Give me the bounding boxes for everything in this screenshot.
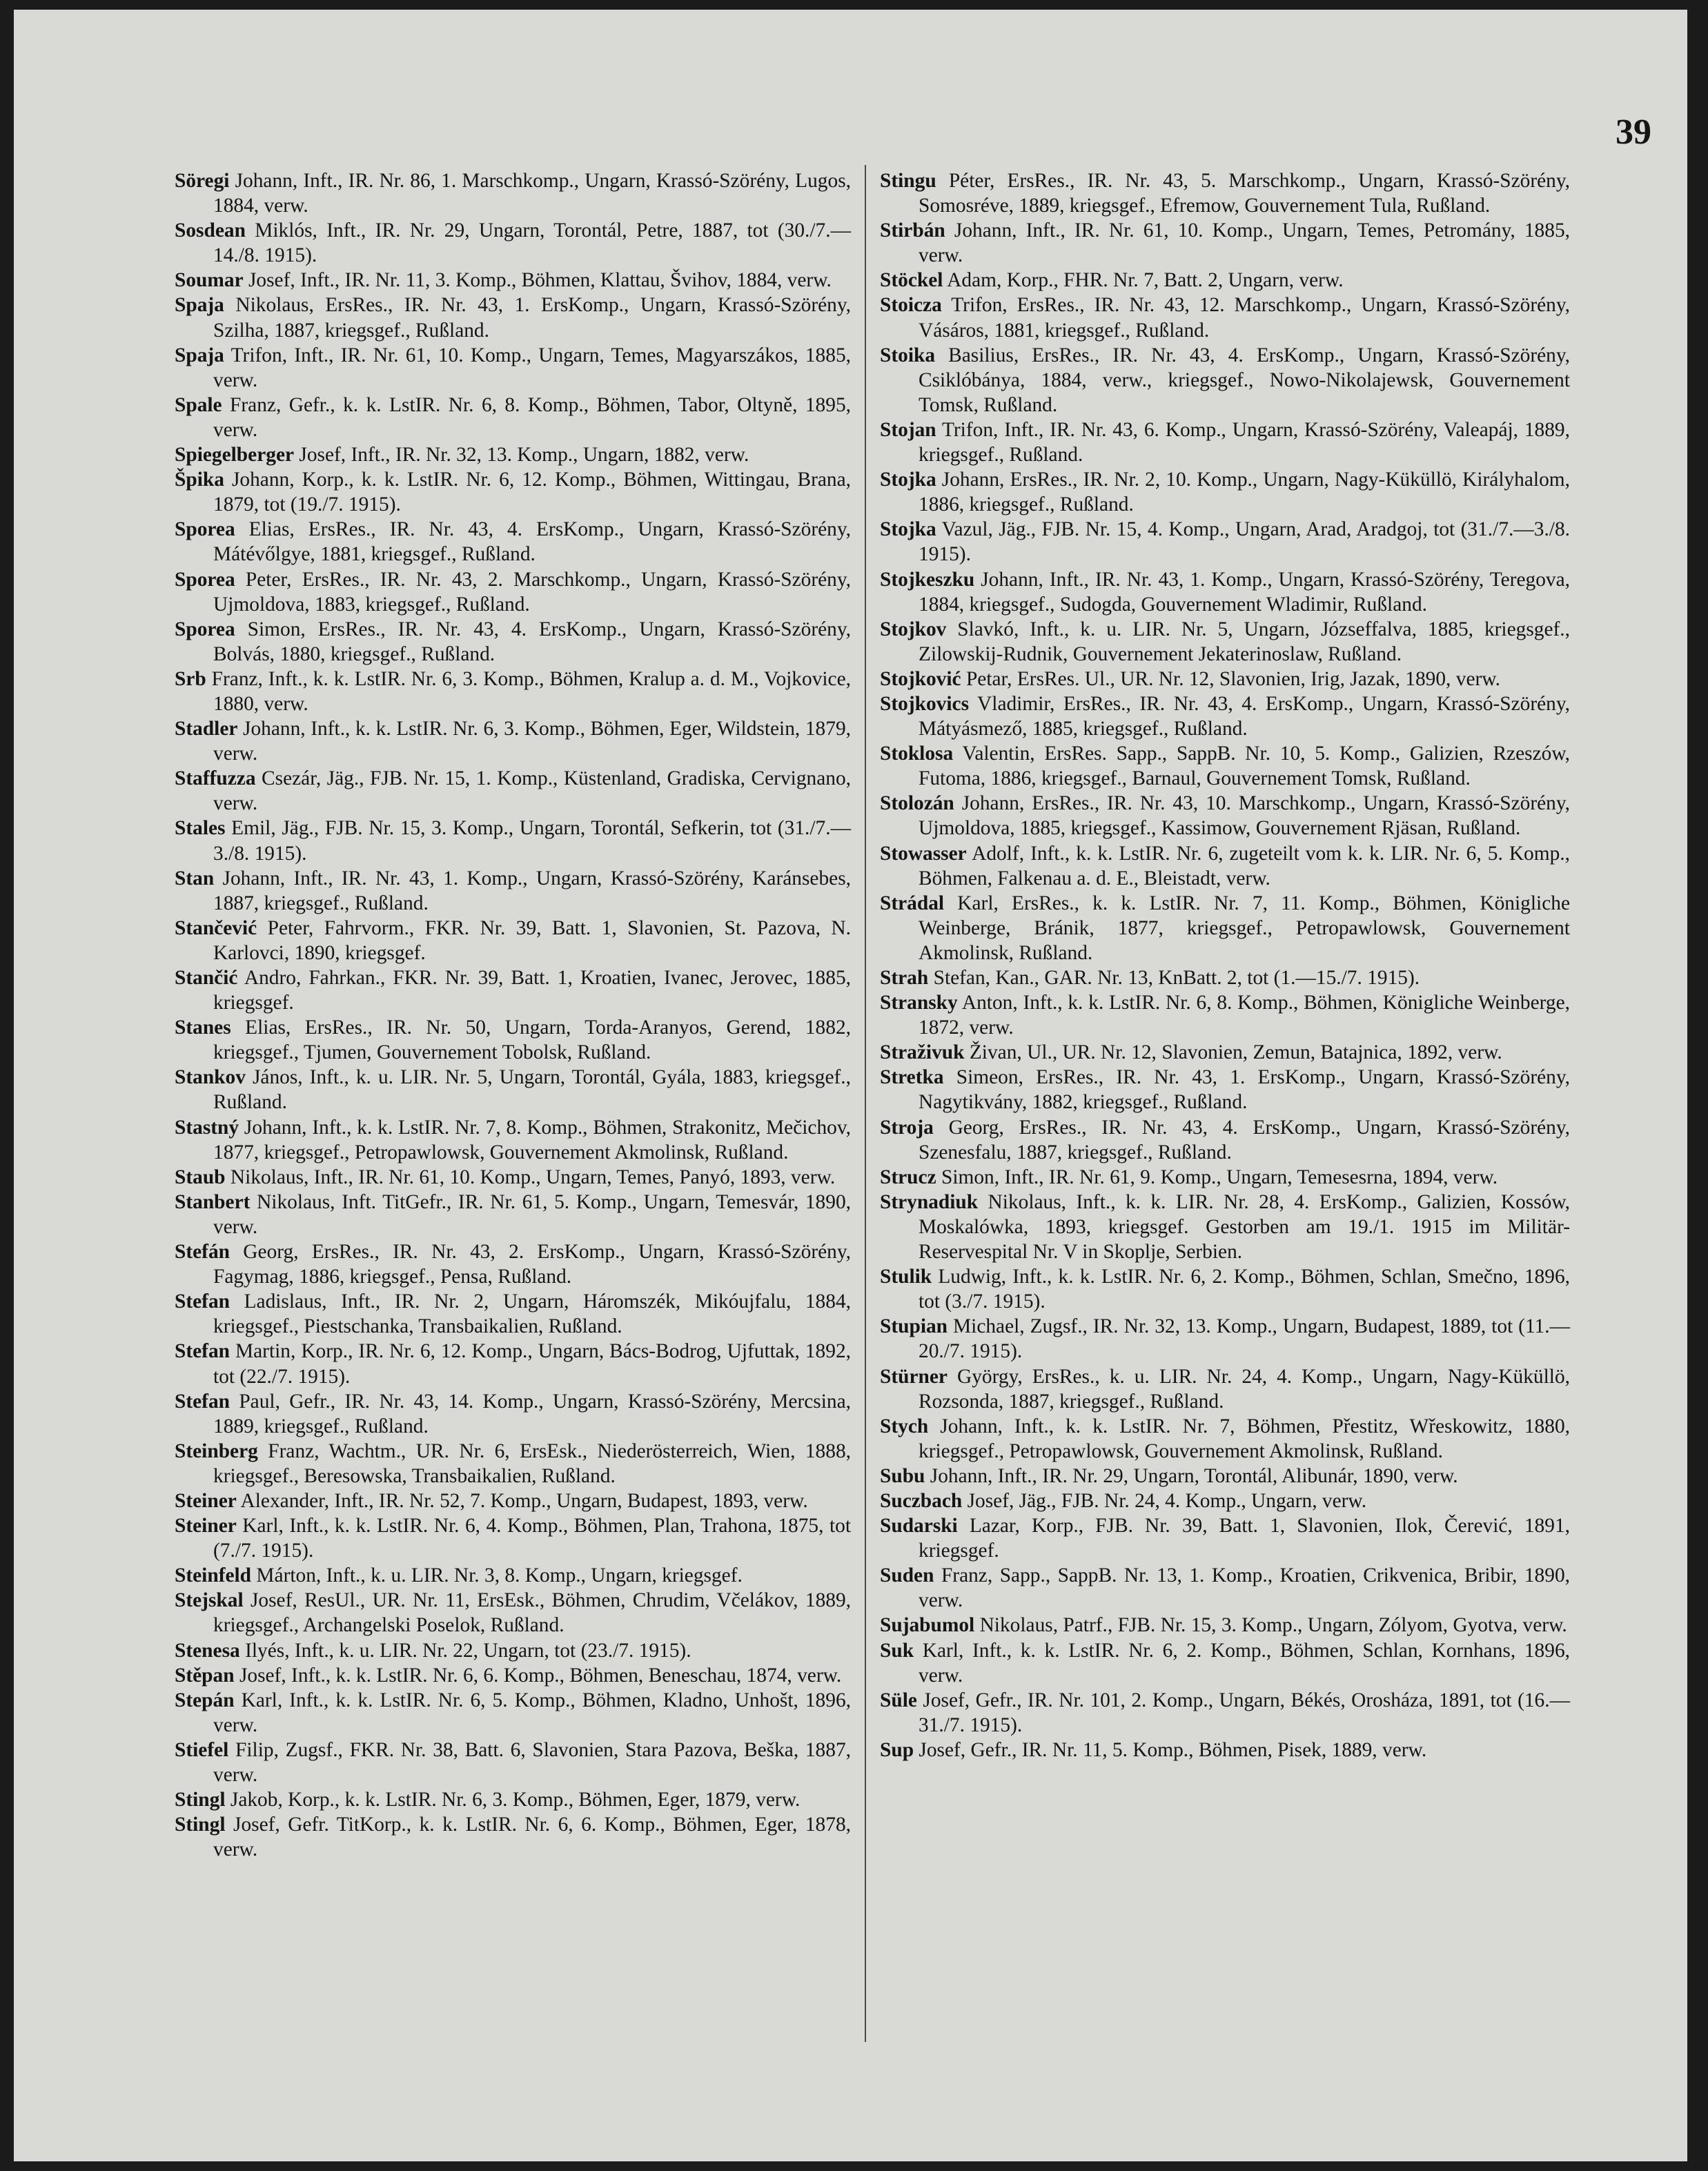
register-entry: [880, 1414, 1570, 1464]
entry-details: Emil, Jäg., FJB. Nr. 15, 3. Komp., Ungarn, Torontál, Sefkerin, tot (31./7.—3./8. 1915).: [213, 817, 851, 865]
entry-details: Márton, Inft., k. u. LIR. Nr. 3, 8. Komp., Ungarn, kriegsgef.: [256, 1564, 743, 1587]
entry-surname: Sup: [880, 1738, 914, 1761]
entry-details: Vazul, Jäg., FJB. Nr. 15, 4. Komp., Ungarn, Arad, Aradgoj, tot (31./7.—3./8. 1915).: [919, 518, 1571, 566]
entry-surname: Stoicza: [880, 294, 942, 317]
register-entry: [175, 766, 851, 816]
register-entry: [880, 293, 1570, 342]
entry-details: Simon, ErsRes., IR. Nr. 43, 4. ErsKomp., Ungarn, Krassó-Szörény, Bolvás, 1880, kriegsgef., Rußland.: [213, 618, 851, 665]
entry-surname: Srb: [175, 667, 206, 690]
register-entry: [175, 517, 851, 567]
entry-details: Karl, Inft., k. k. LstIR. Nr. 6, 2. Komp., Böhmen, Schlan, Kornhans, 1896, verw.: [919, 1639, 1570, 1687]
register-entry: [175, 716, 851, 766]
entry-surname: Subu: [880, 1464, 925, 1487]
entry-details: Josef, Inft., k. k. LstIR. Nr. 6, 6. Komp., Böhmen, Beneschau, 1874, verw.: [239, 1664, 842, 1687]
register-entry: [175, 1165, 851, 1190]
entry-details: Trifon, Inft., IR. Nr. 43, 6. Komp., Ungarn, Krassó-Szörény, Valeapáj, 1889, kriegsgef., Rußland.: [919, 418, 1570, 466]
entry-details: Franz, Wachtm., UR. Nr. 6, ErsEsk., Niederösterreich, Wien, 1888, kriegsgef., Beresowska, Transbaikalien, Rußland.: [213, 1440, 851, 1487]
entry-details: Franz, Sapp., SappB. Nr. 13, 1. Komp., Kroatien, Crikvenica, Bribir, 1890, verw.: [919, 1564, 1570, 1612]
entry-details: Elias, ErsRes., IR. Nr. 43, 4. ErsKomp., Ungarn, Krassó-Szörény, Mátévőlgye, 1881, kriegsgef., Rußland.: [213, 518, 851, 566]
entry-surname: Stefan: [175, 1390, 230, 1413]
register-entry: [175, 1812, 851, 1862]
entry-details: Nikolaus, Patrf., FJB. Nr. 15, 3. Komp., Ungarn, Zólyom, Gyotva, verw.: [979, 1614, 1567, 1637]
entry-details: Ladislaus, Inft., IR. Nr. 2, Ungarn, Háromszék, Mikóujfalu, 1884, kriegsgef., Piestschanka, Transbaikalien, Rußland.: [213, 1290, 851, 1338]
entry-surname: Spale: [175, 393, 222, 416]
column-divider: [865, 165, 866, 2042]
entry-details: Filip, Zugsf., FKR. Nr. 38, Batt. 6, Slavonien, Stara Pazova, Beška, 1887, verw.: [213, 1738, 851, 1786]
entry-surname: Stan: [175, 867, 215, 890]
entry-details: Johann, Korp., k. k. LstIR. Nr. 6, 12. Komp., Böhmen, Wittingau, Brana, 1879, tot (19./7. 1915).: [213, 469, 851, 516]
entry-details: Jakob, Korp., k. k. LstIR. Nr. 6, 3. Komp., Böhmen, Eger, 1879, verw.: [230, 1789, 801, 1811]
entry-surname: Špika: [175, 469, 224, 491]
entry-surname: Spiegelberger: [175, 444, 295, 466]
register-entry: [175, 1115, 851, 1165]
entry-details: Karl, Inft., k. k. LstIR. Nr. 6, 5. Komp., Böhmen, Kladno, Unhošt, 1896, verw.: [213, 1689, 851, 1736]
register-entry: [175, 1065, 851, 1114]
register-entry: [880, 617, 1570, 667]
entry-surname: Sosdean: [175, 219, 246, 242]
register-entry: [880, 218, 1570, 268]
register-entry: [880, 1264, 1570, 1314]
entry-details: Johann, Inft., IR. Nr. 43, 1. Komp., Ungarn, Krassó-Szörény, Karánsebes, 1887, kriegsgef., Rußland.: [213, 867, 851, 914]
entry-surname: Stepán: [175, 1689, 235, 1711]
entry-details: Stefan, Kan., GAR. Nr. 13, KnBatt. 2, tot (1.—15./7. 1915).: [933, 967, 1420, 989]
entry-details: Peter, ErsRes., IR. Nr. 43, 2. Marschkomp., Ungarn, Krassó-Szörény, Ujmoldova, 1883, kriegsgef., Rußland.: [213, 568, 851, 616]
entry-details: Simon, Inft., IR. Nr. 61, 9. Komp., Ungarn, Temesesrna, 1894, verw.: [941, 1166, 1498, 1188]
entry-details: Trifon, ErsRes., IR. Nr. 43, 12. Marschkomp., Ungarn, Krassó-Szörény, Vásáros, 1881, kriegsgef., Rußland.: [919, 294, 1570, 342]
entry-surname: Stojkeszku: [880, 568, 975, 591]
entry-details: Živan, Ul., UR. Nr. 12, Slavonien, Zemun, Batajnica, 1892, verw.: [969, 1041, 1502, 1064]
register-entry: [175, 293, 851, 342]
register-entry: [175, 393, 851, 442]
entry-details: Nikolaus, Inft. TitGefr., IR. Nr. 61, 5. Komp., Ungarn, Temesvár, 1890, verw.: [213, 1190, 851, 1238]
register-entry: [175, 467, 851, 517]
register-entry: [880, 1638, 1570, 1688]
entry-surname: Stingu: [880, 170, 936, 192]
entry-details: Miklós, Inft., IR. Nr. 29, Ungarn, Torontál, Petre, 1887, tot (30./7.—14./8. 1915).: [213, 219, 851, 267]
entry-details: Ilyés, Inft., k. u. LIR. Nr. 22, Ungarn, tot (23./7. 1915).: [245, 1639, 691, 1662]
entry-details: Nikolaus, Inft., k. k. LIR. Nr. 28, 4. ErsKomp., Galizien, Kossów, Moskalówka, 1893, kriegsgef. Gestorben am 19./1. 1915 im Militär-Reservespital Nr. V in Skoplje, Serbien.: [919, 1190, 1570, 1264]
entry-surname: Suden: [880, 1564, 934, 1587]
register-entry: [175, 1787, 851, 1812]
register-entry: [175, 667, 851, 716]
entry-details: Georg, ErsRes., IR. Nr. 43, 2. ErsKomp., Ungarn, Krassó-Szörény, Fagymag, 1886, kriegsgef., Pensa, Rußland.: [213, 1241, 851, 1288]
register-entry: [880, 965, 1570, 990]
entry-surname: Sporea: [175, 518, 235, 541]
entry-details: Johann, ErsRes., IR. Nr. 43, 10. Marschkomp., Ungarn, Krassó-Szörény, Ujmoldova, 1885, kriegsgef., Kassimow, Gouvernement Rjäsan, Rußland.: [919, 792, 1570, 840]
register-entry: [175, 1439, 851, 1489]
entry-surname: Staub: [175, 1166, 226, 1188]
register-entry: [175, 816, 851, 865]
entry-surname: Stěpan: [175, 1664, 235, 1687]
entry-surname: Suk: [880, 1639, 914, 1662]
register-entry: [175, 1513, 851, 1563]
register-entry: [880, 1513, 1570, 1563]
entry-details: Johann, Inft., IR. Nr. 86, 1. Marschkomp., Ungarn, Krassó-Szörény, Lugos, 1884, verw.: [213, 170, 851, 217]
register-entry: [175, 1688, 851, 1738]
entry-details: Franz, Inft., k. k. LstIR. Nr. 6, 3. Komp., Böhmen, Kralup a. d. M., Vojkovice, 1880, verw.: [211, 667, 851, 715]
register-entry: [880, 1115, 1570, 1165]
entry-details: Valentin, ErsRes. Sapp., SappB. Nr. 10, 5. Komp., Galizien, Rzeszów, Futoma, 1886, kriegsgef., Barnaul, Gouvernement Tomsk, Rußland.: [919, 743, 1570, 790]
entry-surname: Stojka: [880, 518, 936, 541]
entry-surname: Stürner: [880, 1365, 948, 1388]
register-entry: [175, 1190, 851, 1239]
register-entry: [880, 1165, 1570, 1190]
entry-details: Johann, Inft., IR. Nr. 29, Ungarn, Torontál, Alibunár, 1890, verw.: [930, 1464, 1458, 1487]
register-entry: [175, 218, 851, 268]
entry-details: Josef, Gefr., IR. Nr. 101, 2. Komp., Ungarn, Békés, Orosháza, 1891, tot (16.—31./7. 1915).: [919, 1689, 1570, 1736]
entry-surname: Stojkovics: [880, 692, 970, 715]
entry-details: János, Inft., k. u. LIR. Nr. 5, Ungarn, Torontál, Gyála, 1883, kriegsgef., Rußland.: [213, 1066, 851, 1114]
register-entry: [880, 1489, 1570, 1513]
register-entry: [880, 467, 1570, 517]
entry-surname: Stojkov: [880, 618, 947, 640]
register-entry: [175, 1489, 851, 1513]
entry-surname: Stransky: [880, 992, 958, 1014]
entry-surname: Stojan: [880, 418, 936, 441]
entry-surname: Stefan: [175, 1290, 230, 1313]
entry-details: Karl, ErsRes., k. k. LstIR. Nr. 7, 11. Komp., Böhmen, Königliche Weinberge, Bránik, 1877, kriegsgef., Petropawlowsk, Gouvernement Akmolinsk, Rußland.: [919, 892, 1570, 964]
register-entry: [175, 1588, 851, 1638]
entry-details: Adolf, Inft., k. k. LstIR. Nr. 6, zugeteilt vom k. k. LIR. Nr. 6, 5. Komp., Böhmen, Falkenau a. d. E., Bleistadt, verw.: [919, 842, 1571, 890]
register-entry: [880, 1464, 1570, 1489]
left-column: [175, 168, 851, 1862]
entry-details: Alexander, Inft., IR. Nr. 52, 7. Komp., Ungarn, Budapest, 1893, verw.: [240, 1489, 808, 1512]
entry-surname: Stiefel: [175, 1738, 229, 1761]
entry-details: Josef, ResUl., UR. Nr. 11, ErsEsk., Böhmen, Chrudim, Včelákov, 1889, kriegsgef., Archangelski Poselok, Rußland.: [213, 1589, 851, 1637]
entry-details: Anton, Inft., k. k. LstIR. Nr. 6, 8. Komp., Böhmen, Königliche Weinberge, 1872, verw.: [919, 992, 1570, 1039]
entry-details: Johann, Inft., k. k. LstIR. Nr. 7, 8. Komp., Böhmen, Strakonitz, Mečichov, 1877, kriegsgef., Petropawlowsk, Gouvernement Akmolinsk, Rußland.: [213, 1116, 851, 1163]
entry-surname: Strynadiuk: [880, 1190, 979, 1213]
entry-details: Péter, ErsRes., IR. Nr. 43, 5. Marschkomp., Ungarn, Krassó-Szörény, Somosréve, 1889, kriegsgef., Efremow, Gouvernement Tula, Rußland.: [919, 170, 1570, 217]
entry-details: Josef, Jäg., FJB. Nr. 24, 4. Komp., Ungarn, verw.: [967, 1489, 1367, 1512]
entry-surname: Spaja: [175, 344, 224, 366]
register-entry: [175, 965, 851, 1015]
entry-surname: Straživuk: [880, 1041, 965, 1064]
entry-surname: Stanbert: [175, 1190, 251, 1213]
entry-details: Josef, Inft., IR. Nr. 11, 3. Komp., Böhmen, Klattau, Švihov, 1884, verw.: [248, 269, 832, 292]
register-entry: [175, 442, 851, 467]
entry-details: Trifon, Inft., IR. Nr. 61, 10. Komp., Ungarn, Temes, Magyarszákos, 1885, verw.: [213, 344, 851, 391]
document-page: [14, 10, 1687, 2161]
entry-details: Csezár, Jäg., FJB. Nr. 15, 1. Komp., Küstenland, Gradiska, Cervignano, verw.: [213, 767, 851, 815]
entry-details: Josef, Gefr. TitKorp., k. k. LstIR. Nr. 6, 6. Komp., Böhmen, Eger, 1878, verw.: [213, 1814, 851, 1861]
entry-details: György, ErsRes., k. u. LIR. Nr. 24, 4. Komp., Ungarn, Nagy-Küküllö, Rozsonda, 1887, kriegsgef., Rußland.: [919, 1365, 1570, 1413]
entry-details: Lazar, Korp., FJB. Nr. 39, Batt. 1, Slavonien, Ilok, Čerević, 1891, kriegsgef.: [919, 1515, 1570, 1562]
entry-details: Basilius, ErsRes., IR. Nr. 43, 4. ErsKomp., Ungarn, Krassó-Szörény, Csiklóbánya, 1884, verw., kriegsgef., Nowo-Nikolajewsk, Gouvernement Tomsk, Rußland.: [919, 344, 1570, 416]
entry-surname: Stupian: [880, 1315, 948, 1338]
entry-details: Petar, ErsRes. Ul., UR. Nr. 12, Slavonien, Irig, Jazak, 1890, verw.: [965, 667, 1500, 690]
entry-surname: Strah: [880, 967, 929, 989]
entry-surname: Stoika: [880, 344, 936, 366]
register-entry: [880, 168, 1570, 218]
entry-surname: Stirbán: [880, 219, 945, 242]
register-entry: [175, 1389, 851, 1439]
register-entry: [175, 1638, 851, 1663]
register-entry: [880, 691, 1570, 741]
register-entry: [175, 1563, 851, 1588]
entry-surname: Stenesa: [175, 1639, 240, 1662]
register-entry: [880, 1738, 1570, 1762]
register-entry: [175, 1663, 851, 1688]
entry-surname: Suczbach: [880, 1489, 963, 1512]
entry-details: Nikolaus, Inft., IR. Nr. 61, 10. Komp., Ungarn, Temes, Panyó, 1893, verw.: [230, 1166, 836, 1188]
entry-surname: Stojka: [880, 469, 936, 491]
entry-details: Vladimir, ErsRes., IR. Nr. 43, 4. ErsKomp., Ungarn, Krassó-Szörény, Mátyásmező, 1885, kriegsgef., Rußland.: [919, 692, 1570, 740]
entry-surname: Steiner: [175, 1515, 237, 1538]
entry-details: Simeon, ErsRes., IR. Nr. 43, 1. ErsKomp., Ungarn, Krassó-Szörény, Nagytikvány, 1882, kriegsgef., Rußland.: [919, 1066, 1570, 1114]
register-entry: [175, 268, 851, 293]
register-entry: [880, 1563, 1570, 1613]
entry-surname: Stych: [880, 1415, 929, 1437]
entry-surname: Stojković: [880, 667, 961, 690]
register-entry: [880, 517, 1570, 567]
register-entry: [175, 1289, 851, 1339]
entry-details: Johann, ErsRes., IR. Nr. 2, 10. Komp., Ungarn, Nagy-Küküllö, Királyhalom, 1886, kriegsgef., Rußland.: [919, 469, 1570, 516]
entry-surname: Steinberg: [175, 1440, 258, 1462]
register-entry: [880, 741, 1570, 791]
entry-details: Johann, Inft., k. k. LstIR. Nr. 6, 3. Komp., Böhmen, Eger, Wildstein, 1879, verw.: [213, 718, 851, 765]
register-entry: [880, 343, 1570, 418]
entry-details: Georg, ErsRes., IR. Nr. 43, 4. ErsKomp., Ungarn, Krassó-Szörény, Szenesfalu, 1887, kriegsgef., Rußland.: [919, 1116, 1570, 1163]
entry-surname: Steiner: [175, 1489, 237, 1512]
register-entry: [880, 1364, 1570, 1414]
entry-surname: Stoklosa: [880, 743, 954, 765]
entry-surname: Stöckel: [880, 269, 943, 292]
register-entry: [175, 1239, 851, 1289]
entry-surname: Stingl: [175, 1814, 226, 1836]
register-entry: [175, 1738, 851, 1787]
register-entry: [175, 916, 851, 965]
entry-details: Peter, Fahrvorm., FKR. Nr. 39, Batt. 1, Slavonien, St. Pazova, N. Karlovci, 1890, kriegsgef.: [213, 916, 851, 964]
entry-surname: Stolozán: [880, 792, 954, 815]
register-entry: [880, 418, 1570, 467]
register-entry: [175, 1339, 851, 1388]
register-entry: [880, 1613, 1570, 1638]
register-entry: [175, 866, 851, 916]
register-entry: [880, 1190, 1570, 1264]
entry-details: Slavkó, Inft., k. u. LIR. Nr. 5, Ungarn, Józseffalva, 1885, kriegsgef., Zilowskij-Rudnik, Gouvernement Jekaterinoslaw, Rußland.: [919, 618, 1570, 665]
register-entry: [880, 567, 1570, 617]
entry-surname: Stowasser: [880, 842, 967, 865]
register-entry: [880, 891, 1570, 965]
entry-details: Johann, Inft., IR. Nr. 61, 10. Komp., Ungarn, Temes, Petromány, 1885, verw.: [919, 219, 1570, 267]
register-entry: [175, 1015, 851, 1065]
register-entry: [880, 667, 1570, 691]
entry-surname: Stadler: [175, 718, 238, 740]
entry-details: Adam, Korp., FHR. Nr. 7, Batt. 2, Ungarn, verw.: [947, 269, 1344, 292]
entry-surname: Soumar: [175, 269, 244, 292]
entry-details: Michael, Zugsf., IR. Nr. 32, 13. Komp., Ungarn, Budapest, 1889, tot (11.—20./7. 1915).: [919, 1315, 1570, 1363]
entry-details: Johann, Inft., k. k. LstIR. Nr. 7, Böhmen, Přestitz, Wřeskowitz, 1880, kriegsgef., Petropawlowsk, Gouvernement Akmolinsk, Rußland.: [919, 1415, 1570, 1462]
entry-surname: Stingl: [175, 1789, 226, 1811]
entry-details: Martin, Korp., IR. Nr. 6, 12. Komp., Ungarn, Bács-Bodrog, Ujfuttak, 1892, tot (22./7. 1915).: [213, 1340, 851, 1388]
register-entry: [880, 1688, 1570, 1738]
entry-details: Karl, Inft., k. k. LstIR. Nr. 6, 4. Komp., Böhmen, Plan, Trahona, 1875, tot (7./7. 1915).: [213, 1515, 851, 1562]
entry-details: Paul, Gefr., IR. Nr. 43, 14. Komp., Ungarn, Krassó-Szörény, Mercsina, 1889, kriegsgef., Rußland.: [213, 1390, 851, 1437]
entry-details: Elias, ErsRes., IR. Nr. 50, Ungarn, Torda-Aranyos, Gerend, 1882, kriegsgef., Tjumen, Gouvernement Tobolsk, Rußland.: [213, 1016, 851, 1064]
entry-surname: Sudarski: [880, 1515, 958, 1538]
entry-details: Johann, Inft., IR. Nr. 43, 1. Komp., Ungarn, Krassó-Szörény, Teregova, 1884, kriegsgef., Sudogda, Gouvernement Wladimir, Rußland.: [919, 568, 1570, 616]
entry-surname: Staffuzza: [175, 767, 256, 790]
right-column: [880, 168, 1570, 1762]
entry-surname: Sporea: [175, 618, 235, 640]
register-entry: [880, 1314, 1570, 1364]
entry-surname: Söregi: [175, 170, 230, 192]
register-entry: [880, 791, 1570, 841]
entry-surname: Süle: [880, 1689, 917, 1711]
entry-surname: Stančić: [175, 967, 238, 989]
entry-surname: Stankov: [175, 1066, 246, 1089]
register-entry: [880, 268, 1570, 293]
register-entry: [175, 168, 851, 218]
register-entry: [880, 841, 1570, 891]
entry-details: Franz, Gefr., k. k. LstIR. Nr. 6, 8. Komp., Böhmen, Tabor, Oltyně, 1895, verw.: [213, 393, 851, 441]
entry-surname: Strádal: [880, 892, 945, 914]
entry-surname: Stastný: [175, 1116, 239, 1139]
register-entry: [175, 567, 851, 617]
entry-surname: Stroja: [880, 1116, 934, 1139]
entry-surname: Stanes: [175, 1016, 231, 1039]
entry-details: Josef, Inft., IR. Nr. 32, 13. Komp., Ungarn, 1882, verw.: [299, 444, 749, 466]
entry-surname: Sujabumol: [880, 1614, 975, 1637]
entry-details: Ludwig, Inft., k. k. LstIR. Nr. 6, 2. Komp., Böhmen, Schlan, Smečno, 1896, tot (3./7. 1915).: [919, 1266, 1570, 1313]
entry-surname: Spaja: [175, 294, 224, 317]
register-entry: [880, 1065, 1570, 1114]
entry-surname: Stefan: [175, 1340, 230, 1363]
entry-surname: Stulik: [880, 1266, 932, 1288]
entry-surname: Strucz: [880, 1166, 936, 1188]
register-entry: [880, 990, 1570, 1040]
register-entry: [880, 1040, 1570, 1065]
entry-details: Andro, Fahrkan., FKR. Nr. 39, Batt. 1, Kroatien, Ivanec, Jerovec, 1885, kriegsgef.: [213, 967, 851, 1014]
entry-surname: Stales: [175, 817, 226, 840]
entry-surname: Stančević: [175, 916, 257, 939]
entry-surname: Stefán: [175, 1241, 230, 1264]
page-number: 39: [1616, 112, 1651, 152]
entry-surname: Sporea: [175, 568, 235, 591]
register-entry: [175, 617, 851, 667]
entry-surname: Steinfeld: [175, 1564, 252, 1587]
entry-details: Nikolaus, ErsRes., IR. Nr. 43, 1. ErsKomp., Ungarn, Krassó-Szörény, Szilha, 1887, kriegsgef., Rußland.: [213, 294, 851, 342]
entry-surname: Stretka: [880, 1066, 944, 1089]
entry-details: Josef, Gefr., IR. Nr. 11, 5. Komp., Böhmen, Pisek, 1889, verw.: [919, 1738, 1427, 1761]
entry-surname: Stejskal: [175, 1589, 244, 1612]
register-entry: [175, 343, 851, 393]
